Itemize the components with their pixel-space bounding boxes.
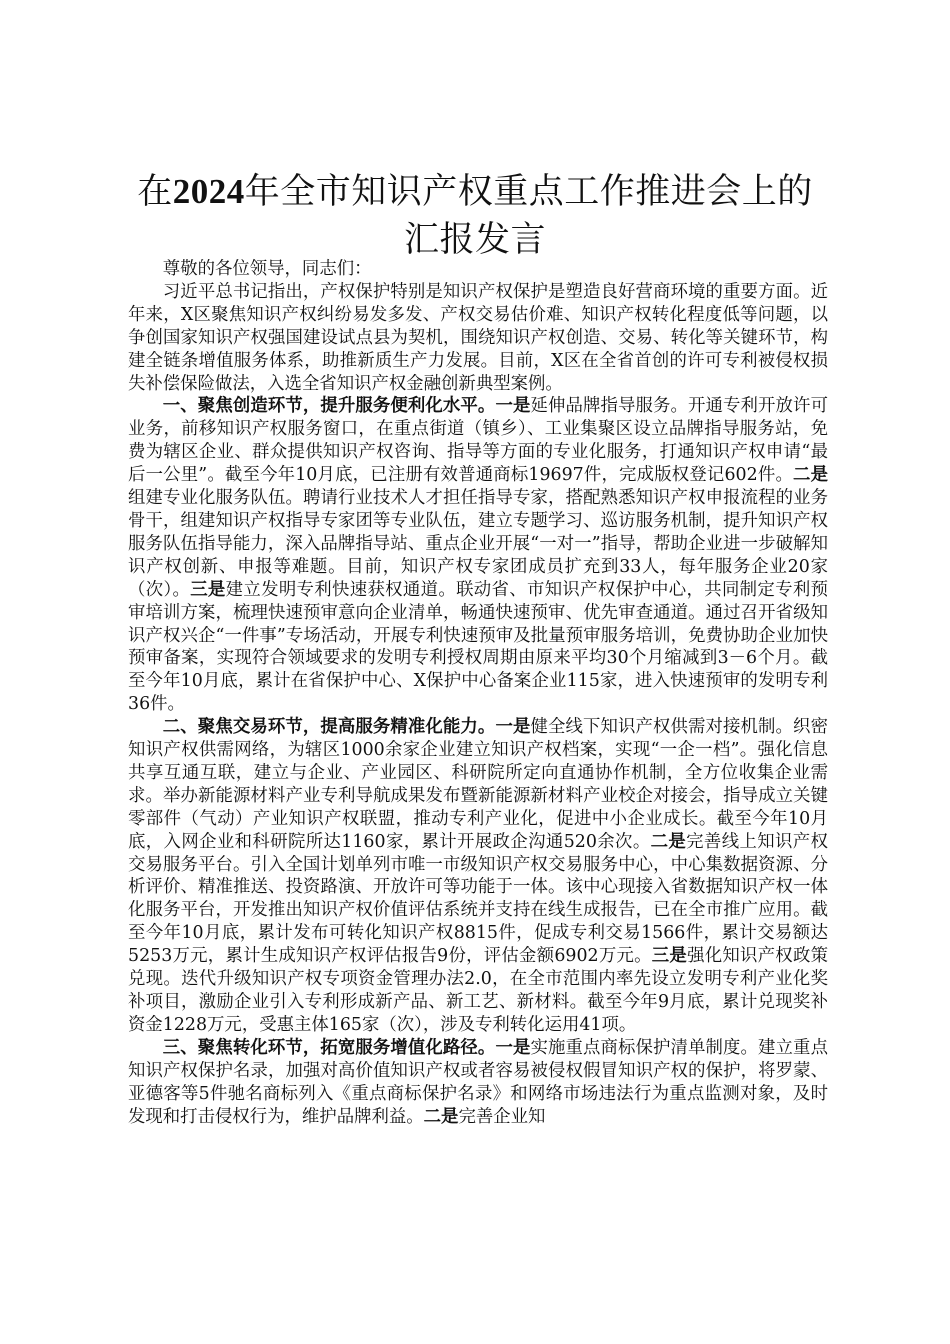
section-1-heading: 一、聚焦创造环节，提升服务便利化水平。 bbox=[162, 396, 496, 417]
section-1-keyword-3: 三是 bbox=[190, 579, 226, 600]
section-1-keyword-2: 二是 bbox=[793, 465, 828, 486]
title-line1-rest: 年全市知识产权重点工作推进会上的 bbox=[244, 172, 813, 212]
section-1-keyword-1: 一是 bbox=[495, 396, 531, 417]
section-3-keyword-1: 一是 bbox=[495, 1037, 531, 1058]
section-1-paragraph bbox=[128, 395, 828, 716]
salutation: 尊敬的各位领导，同志们： bbox=[162, 259, 372, 279]
title-prefix: 在 bbox=[137, 172, 173, 212]
section-1-text-1: 延伸品牌指导服务。开通专利开放许可业务，前移知识产权服务窗口，在重点街道（镇乡）、工业集聚区设立品牌指导服务站，免费为辖区企业、群众提供知识产权咨询、指导等方面的专业化服务，打通知识产权申请“最后一公里”。截至今年10月底，已注册有效普通商标19697件，完成版权登记602件。 bbox=[128, 396, 828, 486]
section-2-text-1: 健全线下知识产权供需对接机制。织密知识产权供需网络，为辖区1000余家企业建立知识产权档案，实现“一企一档”。强化信息共享互通互联，建立与企业、产业园区、科研院所定向直通协作机制，全方位收集企业需求。举办新能源材料产业专利导航成果发布暨新能源新材料产业校企对接会，指导成立关键零部件（气动）产业知识产权联盟，推动专利产业化，促进中小企业成长。截至今年10月底，入网企业和科研院所达1160家，累计开展政企沟通520余次。 bbox=[128, 717, 828, 852]
title-line2: 汇报发言 bbox=[403, 220, 546, 260]
section-3-keyword-2: 二是 bbox=[423, 1106, 459, 1127]
document-body bbox=[128, 258, 828, 1128]
section-2-heading: 二、聚焦交易环节，提高服务精准化能力。 bbox=[162, 717, 496, 738]
section-2-keyword-1: 一是 bbox=[495, 717, 531, 738]
section-2-paragraph bbox=[128, 716, 828, 1037]
section-3-text-1: 实施重点商标保护清单制度。建立重点知识产权保护名录，加强对高价值知识产权或者容易被侵权假冒知识产权的保护，将罗蒙、亚德客等5件驰名商标列入《重点商标保护名录》和网络市场违法行为重点监测对象，及时发现和打击侵权行为，维护品牌利益。 bbox=[128, 1037, 828, 1127]
intro-paragraph: 习近平总书记指出，产权保护特别是知识产权保护是塑造良好营商环境的重要方面。近年来，X区聚焦知识产权纠纷易发多发、产权交易估价难、知识产权转化程度低等问题，以争创国家知识产权强国建设试点县为契机，围绕知识产权创造、交易、转化等关键环节，构建全链条增值服务体系，助推新质生产力发展。目前，X区在全省首创的许可专利被侵权损失补偿保险做法，入选全省知识产权金融创新典型案例。 bbox=[128, 281, 828, 394]
section-3-text-2: 完善企业知 bbox=[458, 1106, 546, 1127]
section-2-text-3: 强化知识产权政策兑现。迭代升级知识产权专项资金管理办法2.0，在全市范围内率先设立发明专利产业化奖补项目，激励企业引入专利形成新产品、新工艺、新材料。截至今年9月底，累计兑现奖补资金1228万元，受惠主体165家（次），涉及专利转化运用41项。 bbox=[128, 946, 828, 1035]
section-3-paragraph bbox=[128, 1037, 828, 1129]
document-title bbox=[90, 168, 860, 264]
section-1-text-2: 组建专业化服务队伍。聘请行业技术人才担任指导专家，搭配熟悉知识产权申报流程的业务骨干，组建知识产权指导专家团等专业队伍，建立专题学习、巡访服务机制，提升知识产权服务队伍指导能力，深入品牌指导站、重点企业开展“一对一”指导，帮助企业进一步破解知识产权创新、申报等难题。目前，知识产权专家团成员扩充到33人，每年服务企业20家（次）。 bbox=[128, 488, 828, 600]
section-1-text-3: 建立发明专利快速获权通道。联动省、市知识产权保护中心，共同制定专利预审培训方案，梳理快速预审意向企业清单，畅通快速预审、优先审查通道。通过召开省级知识产权兴企“一件事”专场活动，开展专利快速预审及批量预审服务培训，免费协助企业加快预审备案，实现符合领域要求的发明专利授权周期由原来平均30个月缩减到3－6个月。截至今年10月底，累计在省保护中心、X保护中心备案企业115家，进入快速预审的发明专利36件。 bbox=[128, 579, 828, 715]
section-2-keyword-3: 三是 bbox=[651, 946, 688, 967]
title-year: 2024 bbox=[172, 172, 245, 211]
section-3-heading: 三、聚焦转化环节，拓宽服务增值化路径。 bbox=[162, 1037, 496, 1058]
section-2-keyword-2: 二是 bbox=[650, 831, 687, 852]
section-2-text-2: 完善线上知识产权交易服务平台。引入全国计划单列市唯一市级知识产权交易服务中心，中心集数据资源、分析评价、精准推送、投资路演、开放许可等功能于一体。该中心现接入省数据知识产权一体化服务平台，开发推出知识产权价值评估系统并支持在线生成报告，已在全市推广应用。截至今年10月底，累计发布可转化知识产权8815件，促成专利交易1566件，累计交易额达5253万元，累计生成知识产权评估报告9份，评估金额6902万元。 bbox=[128, 831, 828, 967]
